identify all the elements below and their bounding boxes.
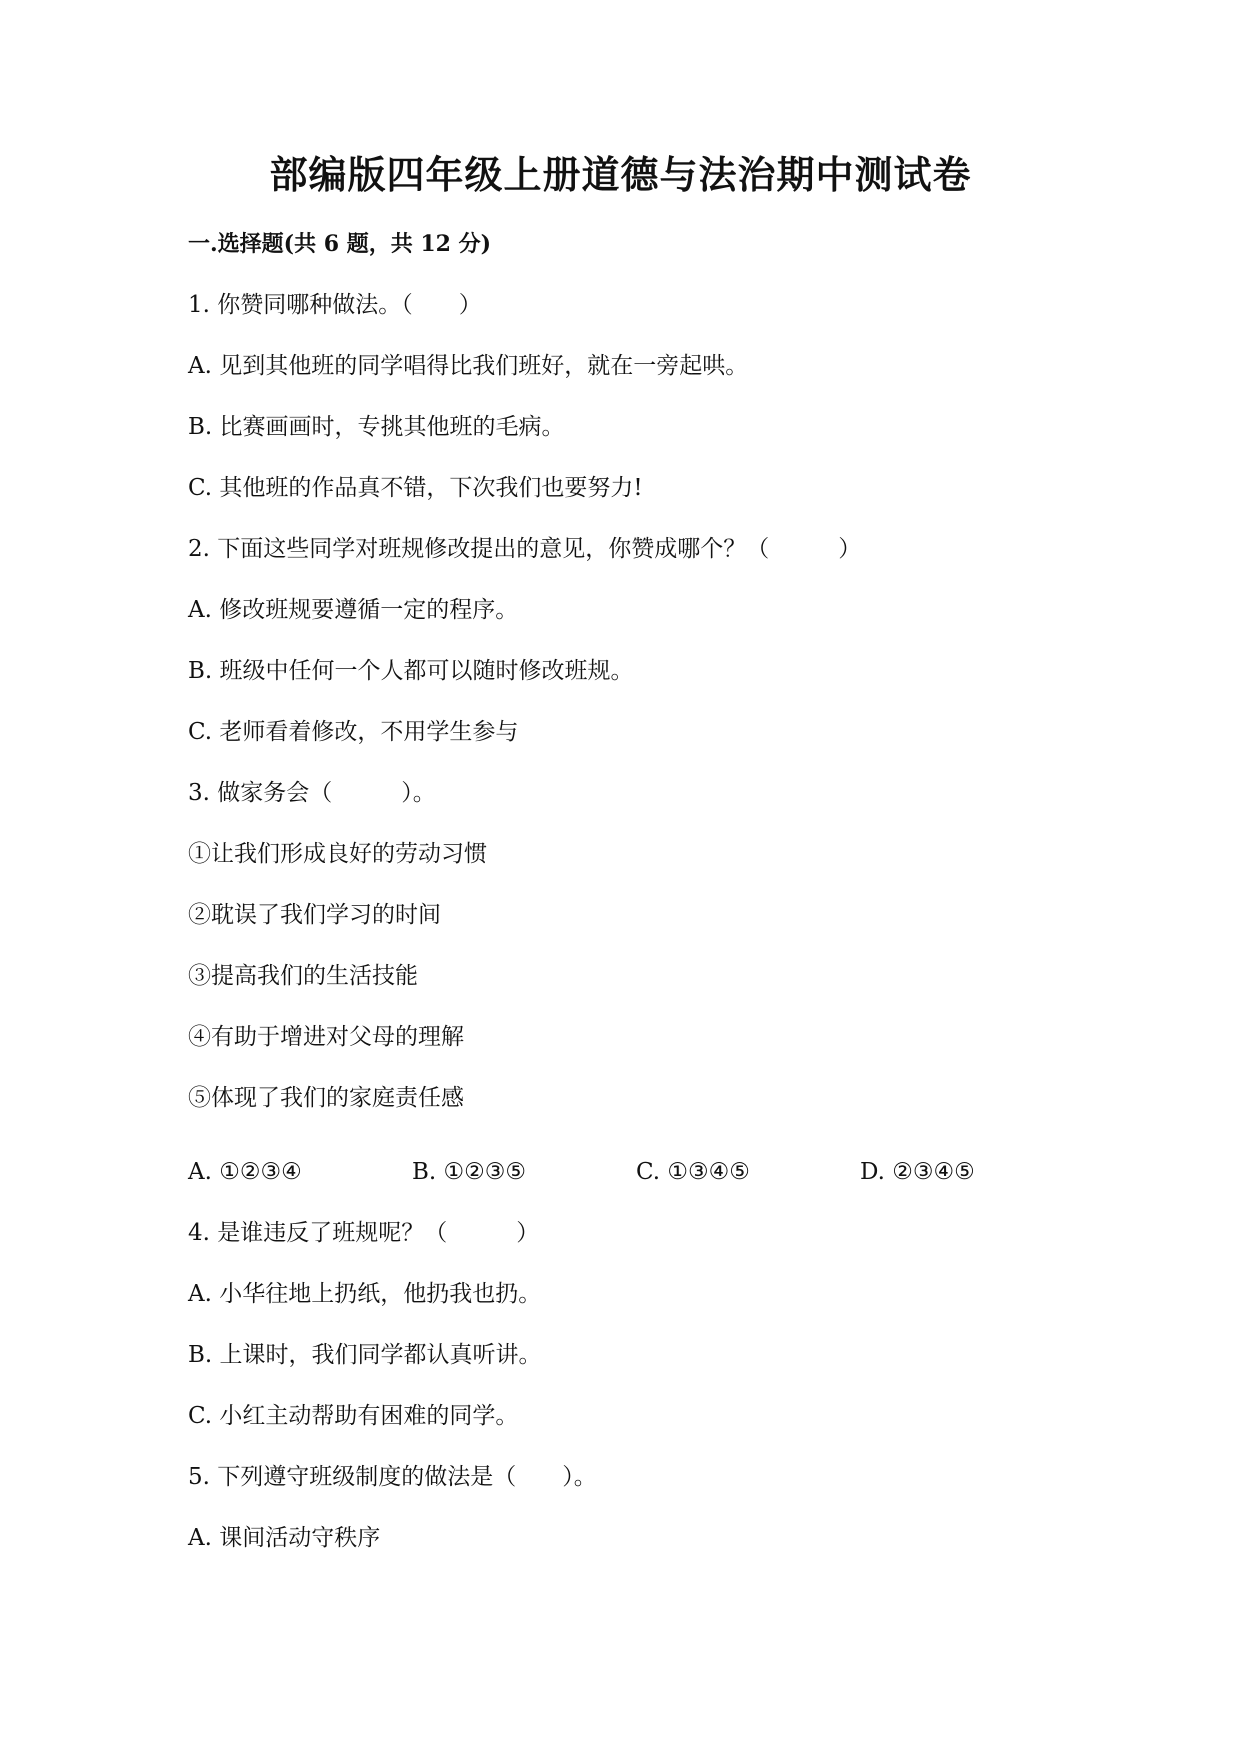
question-4-option-a: A. 小华往地上扔纸，他扔我也扔。 [188, 1281, 542, 1307]
question-4-option-b: B. 上课时，我们同学都认真听讲。 [188, 1342, 542, 1368]
question-3-item-3: ③提高我们的生活技能 [188, 963, 418, 989]
section-heading: 一.选择题(共 6 题，共 12 分) [188, 231, 492, 257]
question-2-option-a: A. 修改班规要遵循一定的程序。 [188, 597, 519, 623]
exam-title: 部编版四年级上册道德与法治期中测试卷 [269, 152, 972, 197]
question-3-item-5: ⑤体现了我们的家庭责任感 [188, 1085, 464, 1111]
question-3-option-c: C. ①③④⑤ [636, 1159, 750, 1185]
question-3-item-2: ②耽误了我们学习的时间 [188, 902, 441, 928]
question-5-stem: 5. 下列遵守班级制度的做法是（ ）。 [188, 1464, 597, 1490]
question-3-stem: 3. 做家务会（ ）。 [188, 780, 436, 806]
question-2-stem: 2. 下面这些同学对班规修改提出的意见，你赞成哪个？（ ） [188, 536, 862, 562]
question-4-option-c: C. 小红主动帮助有困难的同学。 [188, 1403, 519, 1429]
question-3-item-4: ④有助于增进对父母的理解 [188, 1024, 464, 1050]
question-3-option-d: D. ②③④⑤ [860, 1159, 975, 1185]
question-1-option-b: B. 比赛画画时，专挑其他班的毛病。 [188, 414, 565, 440]
question-3-item-1: ①让我们形成良好的劳动习惯 [188, 841, 487, 867]
question-5-option-a: A. 课间活动守秩序 [188, 1525, 381, 1551]
question-1-option-a: A. 见到其他班的同学唱得比我们班好，就在一旁起哄。 [188, 353, 749, 379]
question-3-option-a: A. ①②③④ [188, 1159, 302, 1185]
question-4-stem: 4. 是谁违反了班规呢？（ ） [188, 1220, 540, 1246]
question-2-option-b: B. 班级中任何一个人都可以随时修改班规。 [188, 658, 634, 684]
question-2-option-c: C. 老师看着修改，不用学生参与 [188, 719, 519, 745]
question-1-option-c: C. 其他班的作品真不错，下次我们也要努力! [188, 475, 643, 501]
question-1-stem: 1. 你赞同哪种做法。（ ） [188, 292, 482, 318]
question-3-option-b: B. ①②③⑤ [412, 1159, 527, 1185]
